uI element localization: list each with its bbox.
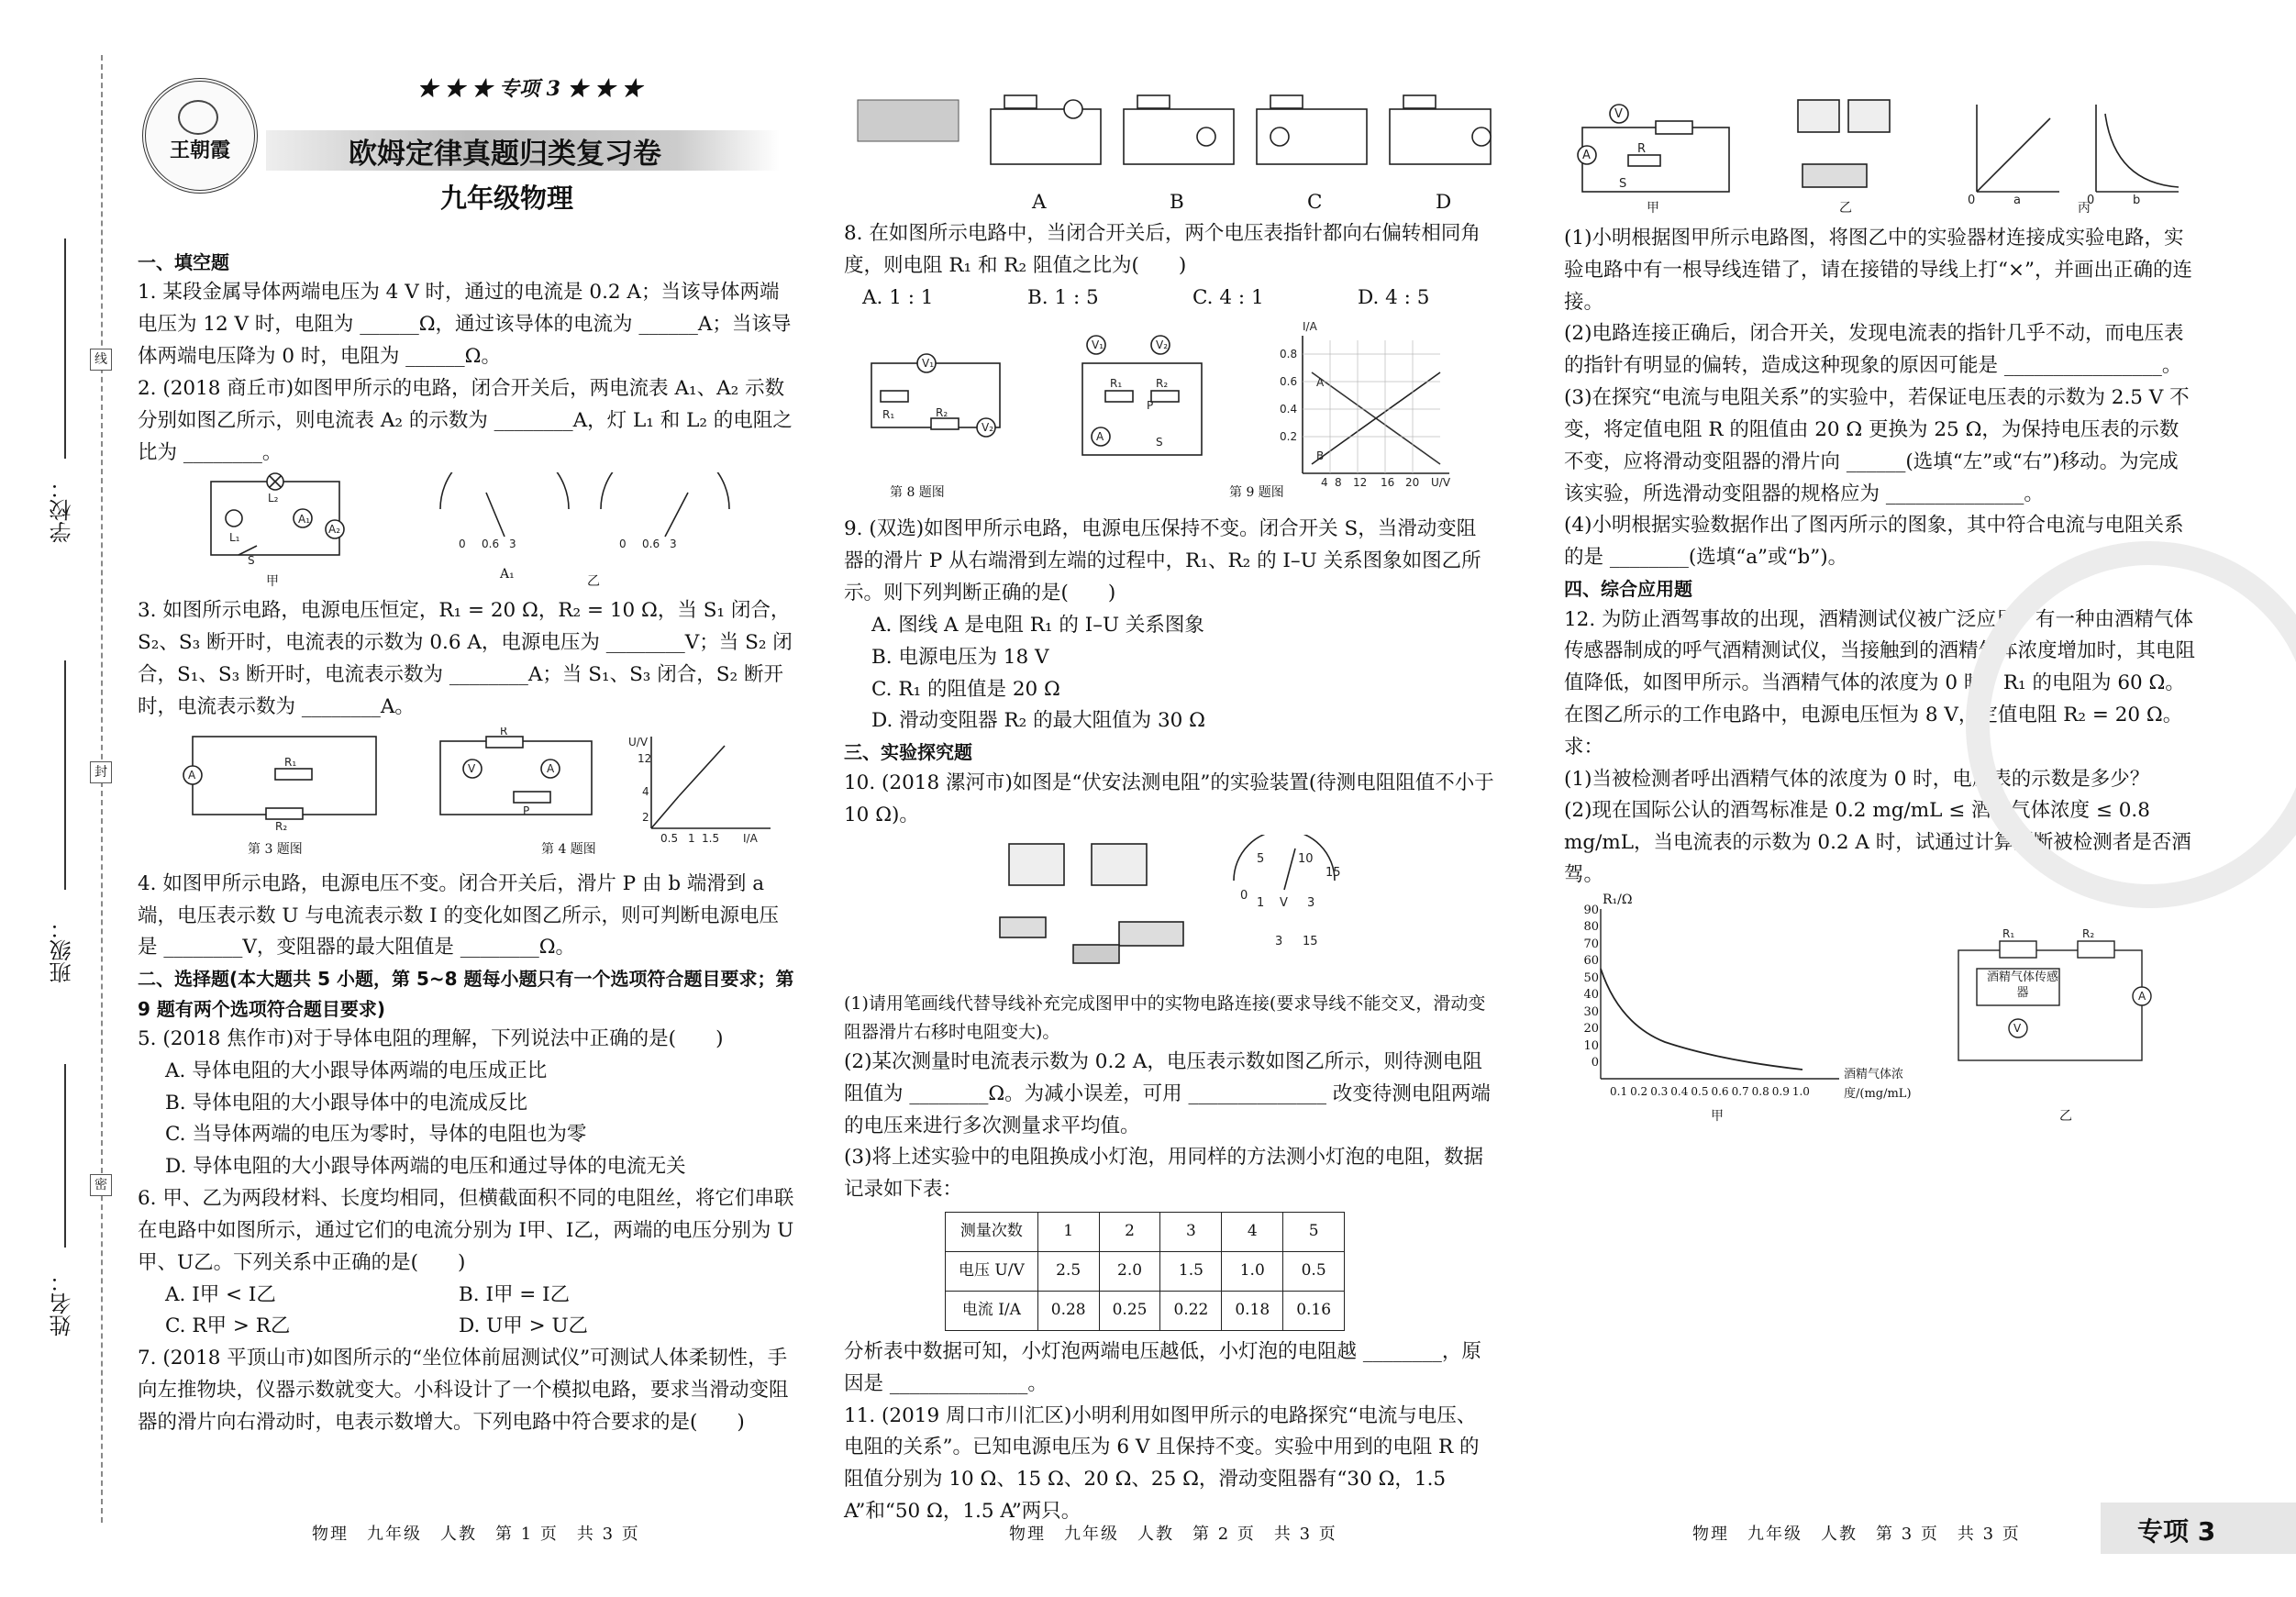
svg-text:A: A	[1582, 149, 1591, 162]
section-choice: 二、选择题(本大题共 5 小题，第 5~8 题每小题只有一个选项符合题目要求；第 9 题有两个选项符合题目要求)	[138, 968, 794, 1020]
q5-option-d: D. 导体电阻的大小跟导体两端的电压和通过导体的电流无关	[165, 1155, 686, 1179]
question-8: 8. 在如图所示电路中，当闭合开关后，两个电压表指针都向右偏转相同角度，则电阻 R₁ 和 R₂ 阻值之比为( )	[844, 222, 1481, 277]
svg-text:0.6: 0.6	[642, 538, 660, 551]
q8-q9-svg	[844, 317, 1495, 487]
svg-text:0: 0	[459, 538, 466, 551]
svg-text:3: 3	[1275, 935, 1283, 949]
svg-text:3: 3	[670, 538, 677, 551]
school-label: 学校：	[50, 477, 75, 543]
q3-q4-circuit-svg	[138, 727, 798, 847]
table-cell: 4	[1222, 1213, 1283, 1252]
seal-mark-seal: 封	[90, 761, 112, 783]
svg-text:V₁: V₁	[922, 357, 935, 371]
q2-figure	[138, 472, 798, 592]
q2-cap-b: 乙	[587, 574, 600, 590]
q10-part-2: (2)某次测量时电流表示数为 0.2 A，电压表示数如图乙所示，则待测电阻阻值为 ________Ω。为减小误差，可用 ______________ 改变待测电阻两端的电压来进行多次测量求平均值。	[844, 1049, 1491, 1137]
q8-q9-figure	[844, 317, 1495, 510]
svg-text:P: P	[1147, 399, 1154, 413]
q7-label-a: A	[1032, 191, 1047, 214]
q10-part-1: (1)请用笔画线代替导线补充完成图甲中的实物电路连接(要求导线不能交叉，滑动变阻器滑片右移时电阻变大)。	[844, 993, 1486, 1043]
svg-text:A: A	[2138, 989, 2146, 1003]
x-tick: 0.2	[1630, 1084, 1648, 1098]
svg-text:0.4: 0.4	[1280, 403, 1298, 416]
q7-label-c: C	[1307, 191, 1323, 214]
svg-text:3: 3	[509, 538, 516, 551]
svg-text:R₂: R₂	[1156, 377, 1169, 391]
table-header-row	[946, 1213, 1345, 1252]
svg-text:V₂: V₂	[982, 421, 994, 435]
svg-text:0: 0	[1240, 889, 1248, 904]
svg-text:12: 12	[638, 751, 652, 765]
svg-text:L₂: L₂	[268, 492, 279, 505]
table-row	[946, 1252, 1345, 1292]
q8-option-a: A. 1 : 1	[862, 285, 934, 309]
table-cell: 1	[1037, 1213, 1099, 1252]
question-10: 10. (2018 漯河市)如图是“伏安法测电阻”的实验装置(待测电阻阻值不小于 10 Ω)。	[844, 771, 1494, 826]
y-tick: 80	[1583, 920, 1599, 935]
seal-mark-line: 线	[90, 349, 112, 371]
question-6: 6. 甲、乙为两段材料、长度均相同，但横截面积不同的电阻丝，将它们串联在电路中如图所示，通过它们的电流分别为 I甲、I乙，两端的电压分别为 U甲、U乙。下列关系中正确的是( )	[138, 1187, 794, 1274]
svg-text:0: 0	[1968, 194, 1976, 205]
table-cell: 2	[1099, 1213, 1160, 1252]
section-experiment: 三、实验探究题	[844, 741, 972, 764]
svg-text:U/V: U/V	[628, 735, 649, 749]
logo-text: 王朝霞	[169, 139, 230, 162]
question-7: 7. (2018 平顶山市)如图所示的“坐位体前屈测试仪”可测试人体柔韧性，手向左推物块，仪器示数就变大。小科设计了一个模拟电路，要求当滑动变阻器的滑片向右滑动时，电表示数增大。下列电路中符合要求的是( )	[138, 1347, 789, 1434]
binding-strip	[0, 0, 110, 1597]
svg-text:15: 15	[1303, 935, 1318, 949]
table-cell: 0.22	[1160, 1292, 1222, 1331]
y-tick: 50	[1583, 970, 1599, 985]
svg-text:R₁: R₁	[284, 755, 297, 769]
q2-circuit-svg	[138, 472, 798, 592]
svg-text:15: 15	[1325, 866, 1341, 881]
q11-part-3: (3)在探究“电流与电阻关系”的实验中，若保证电压表的示数为 2.5 V 不变，将定值电阻 R 的阻值由 20 Ω 更换为 25 Ω，为保持电压表的示数不变，应将滑动变阻器的滑片向 ______(选填“左”或“右”)移动。为完成该实验，所选滑动变阻器的规格应为 ______________。	[1564, 386, 2190, 505]
q9-option-c: C. R₁ 的阻值是 20 Ω	[871, 677, 1060, 701]
svg-text:A: A	[1096, 430, 1104, 444]
svg-text:A₁: A₁	[298, 513, 311, 527]
x-tick: 0.8	[1751, 1084, 1769, 1098]
y-tick: 0	[1591, 1056, 1599, 1070]
q2-cap-a: 甲	[266, 574, 279, 590]
q6-option-b: B. I甲 = I乙	[459, 1282, 571, 1306]
svg-text:S: S	[1156, 436, 1163, 449]
header	[138, 73, 798, 229]
svg-text:I/A: I/A	[743, 831, 758, 845]
q11-part-4: (4)小明根据实验数据作出了图丙所示的图象，其中符合电流与电阻关系的是 ________(选填“a”或“b”)。	[1564, 514, 2184, 570]
svg-text:V: V	[468, 761, 476, 775]
q12-part-1: (1)当被检测者呼出酒精气体的浓度为 0 时，电压表的示数是多少？	[1564, 767, 2150, 791]
x-tick: 0.7	[1731, 1084, 1749, 1098]
svg-text:R₂: R₂	[936, 406, 948, 420]
q12-cap-b: 乙	[2059, 1108, 2072, 1124]
x-tick: 0.4	[1670, 1084, 1689, 1098]
svg-text:I/A: I/A	[1303, 320, 1317, 334]
portrait-icon	[178, 100, 218, 135]
table-cell: 5	[1283, 1213, 1345, 1252]
svg-text:S: S	[248, 554, 255, 568]
svg-text:4: 4	[642, 784, 649, 798]
table-cell: 3	[1160, 1213, 1222, 1252]
table-cell: 1.5	[1160, 1252, 1222, 1292]
svg-text:4: 4	[1321, 476, 1328, 488]
table-cell: 0.18	[1222, 1292, 1283, 1331]
svg-text:V: V	[2013, 1021, 2022, 1035]
svg-text:V: V	[1280, 896, 1288, 911]
q11-figure	[1564, 95, 2197, 219]
sensor-label: 酒精气体传感器	[1986, 970, 2058, 1000]
svg-text:0.6: 0.6	[482, 538, 500, 551]
svg-text:P: P	[523, 804, 530, 817]
q10-part-3: (3)将上述实验中的电阻换成小灯泡，用同样的方法测小灯泡的电阻，数据记录如下表：	[844, 1146, 1483, 1202]
footer-page-3: 物理 九年级 人教 第 3 页 共 3 页	[1692, 1525, 2021, 1544]
school-field[interactable]	[64, 238, 66, 459]
seal-mark-secret: 密	[90, 1174, 112, 1196]
q8-option-c: C. 4 : 1	[1192, 285, 1264, 309]
svg-text:R: R	[1637, 142, 1647, 156]
y-tick: 70	[1583, 937, 1599, 951]
svg-text:1: 1	[1257, 896, 1265, 911]
x-tick: 0.5	[1691, 1084, 1709, 1098]
x-tick: 0.9	[1771, 1084, 1790, 1098]
q9-caption: 第 9 题图	[1229, 485, 1284, 501]
question-1: 1. 某段金属导体两端电压为 4 V 时，通过的电流是 0.2 A；当该导体两端电压为 12 V 时，电阻为 ______Ω，通过该导体的电流为 ______A；当该导体两端电压降为 0 时，电阻为 ______Ω。	[138, 281, 792, 369]
footer-page-2: 物理 九年级 人教 第 2 页 共 3 页	[1009, 1525, 1337, 1544]
name-label: 姓名：	[50, 1270, 75, 1336]
question-5: 5. (2018 焦作市)对于导体电阻的理解，下列说法中正确的是( )	[138, 1026, 724, 1050]
y-tick: 20	[1583, 1022, 1599, 1037]
x-tick: 1.0	[1791, 1084, 1810, 1098]
q6-option-d: D. U甲 > U乙	[459, 1314, 589, 1338]
q11-part-1: (1)小明根据图甲所示电路图，将图乙中的实验器材连接成实验电路，实验电路中有一根导线连错了，请在接错的导线上打“×”，并画出正确的连接。	[1564, 227, 2193, 314]
q10-part-4: 分析表中数据可知，小灯泡两端电压越低，小灯泡的电阻越 ________，原因是 ______________。	[844, 1340, 1481, 1395]
q11-cap-a: 甲	[1647, 201, 1659, 216]
svg-text:L₁: L₁	[229, 531, 240, 545]
svg-text:0.6: 0.6	[1280, 375, 1298, 389]
svg-text:a: a	[2013, 194, 2021, 205]
svg-text:b: b	[2133, 194, 2141, 205]
svg-text:0.2: 0.2	[1280, 430, 1298, 444]
svg-text:12: 12	[1353, 476, 1368, 488]
question-12: 12. 为防止酒驾事故的出现，酒精测试仪被广泛应用。有一种由酒精气体传感器制成的呼气酒精测试仪，当接触到的酒精气体浓度增加时，其电阻值降低，如图甲所示。当酒精气体的浓度为 0 时，R₁ 的电阻为 60 Ω。在图乙所示的工作电路中，电源电压恒为 8 V，定值电阻 R₂ = 20 Ω。求：	[1564, 607, 2196, 759]
table-cell: 2.5	[1037, 1252, 1099, 1292]
q8-option-d: D. 4 : 5	[1358, 285, 1430, 309]
question-11: 11. (2019 周口市川汇区)小明利用如图甲所示的电路探究“电流与电压、电阻的关系”。已知电源电压为 6 V 且保持不变。实验中用到的电阻 R 的阻值分别为 10 Ω、15 Ω、20 Ω、25 Ω，滑动变阻器有“30 Ω，1.5 A”和“50 Ω，1.5 A”两只。	[844, 1403, 1480, 1524]
cut-line	[101, 55, 103, 1523]
q12-figure	[1564, 892, 2197, 1125]
q4-caption: 第 4 题图	[541, 841, 596, 857]
q5-option-a: A. 导体电阻的大小跟导体两端的电压成正比	[165, 1059, 548, 1082]
page-title: 欧姆定律真题归类复习卷	[349, 138, 661, 171]
page-subtitle: 九年级物理	[440, 183, 574, 214]
table-cell: 2.0	[1099, 1252, 1160, 1292]
svg-text:V₁: V₁	[1092, 338, 1104, 352]
column-1	[138, 248, 798, 1439]
q7-circuits-svg	[844, 59, 1495, 187]
x-tick: 0.6	[1711, 1084, 1729, 1098]
svg-text:R₁: R₁	[1110, 377, 1123, 391]
x-tick: 0.3	[1650, 1084, 1669, 1098]
q12-part-2: (2)现在国际公认的酒驾标准是 0.2 mg/mL ≤ 酒精气体浓度 ≤ 0.8 mg/mL，当电流表的示数为 0.2 A 时，试通过计算判断被检测者是否酒驾。	[1564, 799, 2191, 887]
q3-caption: 第 3 题图	[248, 841, 303, 857]
section-tag	[2101, 1503, 2296, 1554]
svg-text:8: 8	[1335, 476, 1342, 488]
svg-text:1.5: 1.5	[702, 831, 720, 845]
q6-options	[138, 1280, 798, 1344]
q7-figure	[844, 59, 1495, 215]
svg-text:10: 10	[1298, 852, 1314, 867]
question-3: 3. 如图所示电路，电源电压恒定，R₁ = 20 Ω，R₂ = 10 Ω，当 S₁ 闭合，S₂、S₃ 断开时，电流表的示数为 0.6 A，电源电压为 ________V；当 S₂ 闭合，S₁、S₃ 断开时，电流表示数为 ________A；当 S₁、S₃ 闭合，S₂ 断开时，电流表示数为 ________A。	[138, 599, 793, 718]
q8-caption: 第 8 题图	[890, 485, 945, 501]
q12-cap-a: 甲	[1711, 1108, 1724, 1124]
q7-label-b: B	[1170, 191, 1184, 214]
svg-text:16: 16	[1381, 476, 1395, 488]
svg-text:V: V	[1614, 107, 1623, 121]
svg-text:1: 1	[688, 831, 695, 845]
question-2: 2. (2018 商丘市)如图甲所示的电路，闭合开关后，两电流表 A₁、A₂ 示数分别如图乙所示，则电流表 A₂ 的示数为 ________A，灯 L₁ 和 L₂ 的电阻之比为 ________。	[138, 376, 793, 464]
section-fill-in: 一、填空题	[138, 251, 229, 273]
q2-cap-a1: A₁	[500, 567, 515, 582]
svg-text:5: 5	[1257, 852, 1265, 867]
y-tick: 90	[1583, 903, 1599, 917]
y-tick: 30	[1583, 1004, 1599, 1019]
table-cell: 电压 U/V	[946, 1252, 1038, 1292]
question-9: 9. (双选)如图甲所示电路，电源电压保持不变。闭合开关 S，当滑动变阻器的滑片 P 从右端滑到左端的过程中，R₁、R₂ 的 I–U 关系图象如图乙所示。则下列判断正确的是( )	[844, 517, 1481, 605]
svg-text:20: 20	[1405, 476, 1420, 488]
q6-option-a: A. I甲 < I乙	[165, 1282, 276, 1306]
svg-text:R: R	[500, 726, 508, 738]
graph-y-label: R₁/Ω	[1603, 892, 1633, 907]
y-tick: 60	[1583, 954, 1599, 969]
svg-text:V₂: V₂	[1156, 338, 1169, 352]
x-tick: 0.1	[1610, 1084, 1628, 1098]
class-label: 班级：	[50, 917, 75, 983]
svg-text:2: 2	[642, 810, 649, 824]
q6-option-c: C. R甲 > R乙	[165, 1314, 291, 1338]
svg-text:0.8: 0.8	[1280, 348, 1298, 361]
footer-page-1: 物理 九年级 人教 第 1 页 共 3 页	[312, 1525, 640, 1544]
q9-option-d: D. 滑动变阻器 R₂ 的最大阻值为 30 Ω	[871, 709, 1205, 733]
svg-text:S: S	[1619, 177, 1627, 191]
q11-part-2: (2)电路连接正确后，闭合开关，发现电流表的指针几乎不动，而电压表的指针有明显的偏转，造成这种现象的原因可能是 ________________。	[1564, 322, 2184, 378]
svg-text:R₂: R₂	[275, 819, 288, 833]
svg-text:U/V: U/V	[1431, 476, 1451, 488]
table-cell: 0.28	[1037, 1292, 1099, 1331]
svg-text:R₂: R₂	[2082, 926, 2095, 940]
q11-cap-c: 丙	[2078, 201, 2091, 216]
svg-text:R₁: R₁	[2002, 926, 2015, 940]
section-tag-text: 专项 3	[2137, 1516, 2216, 1547]
svg-text:A: A	[188, 768, 196, 782]
q11-cap-b: 乙	[1839, 201, 1852, 216]
svg-text:3: 3	[1307, 896, 1315, 911]
svg-text:A: A	[547, 761, 555, 775]
q10-figure	[844, 835, 1495, 986]
q3-q4-figure	[138, 727, 798, 865]
graph-x-ticks	[1610, 1083, 1810, 1101]
column-2	[844, 55, 1495, 1528]
q7-label-d: D	[1436, 191, 1452, 214]
svg-text:A: A	[1316, 376, 1325, 390]
svg-text:B: B	[1316, 449, 1325, 463]
svg-text:A₂: A₂	[328, 523, 341, 537]
q10-data-table	[945, 1212, 1345, 1331]
name-field[interactable]	[64, 1064, 66, 1248]
q8-option-b: B. 1 : 5	[1027, 285, 1099, 309]
graph-x-label: 酒精气体浓度/(mg/mL)	[1844, 1067, 1912, 1101]
q5-option-b: B. 导体电阻的大小跟导体中的电流成反比	[165, 1091, 527, 1115]
table-cell: 0.25	[1099, 1292, 1160, 1331]
svg-text:0: 0	[2087, 194, 2095, 205]
q11-svg	[1564, 95, 2197, 205]
q8-options	[844, 283, 1495, 315]
graph-y-ticks	[1573, 903, 1599, 1072]
badge: ★ ★ ★ 专项 3 ★ ★ ★	[417, 77, 642, 101]
table-cell: 0.16	[1283, 1292, 1345, 1331]
y-tick: 10	[1583, 1038, 1599, 1053]
svg-text:0.5: 0.5	[660, 831, 679, 845]
table-cell: 电流 I/A	[946, 1292, 1038, 1331]
class-field[interactable]	[64, 660, 66, 890]
question-4: 4. 如图甲所示电路，电源电压不变。闭合开关后，滑片 P 由 b 端滑到 a 端，电压表示数 U 与电流表示数 I 的变化如图乙所示，则可判断电源电压是 ________V，变阻器的最大阻值是 ________Ω。	[138, 871, 779, 959]
q9-option-a: A. 图线 A 是电阻 R₁ 的 I–U 关系图象	[871, 613, 1204, 637]
table-cell: 0.5	[1283, 1252, 1345, 1292]
section-application: 四、综合应用题	[1564, 578, 1692, 601]
table-cell: 测量次数	[946, 1213, 1038, 1252]
logo	[142, 78, 258, 194]
q9-option-b: B. 电源电压为 18 V	[871, 645, 1049, 669]
svg-text:0: 0	[619, 538, 627, 551]
y-tick: 40	[1583, 988, 1599, 1003]
q5-option-c: C. 当导体两端的电压为零时，导体的电阻也为零	[165, 1123, 587, 1147]
svg-text:R₁: R₁	[882, 408, 895, 422]
q10-apparatus-svg	[844, 835, 1495, 986]
table-row	[946, 1292, 1345, 1331]
table-cell: 1.0	[1222, 1252, 1283, 1292]
